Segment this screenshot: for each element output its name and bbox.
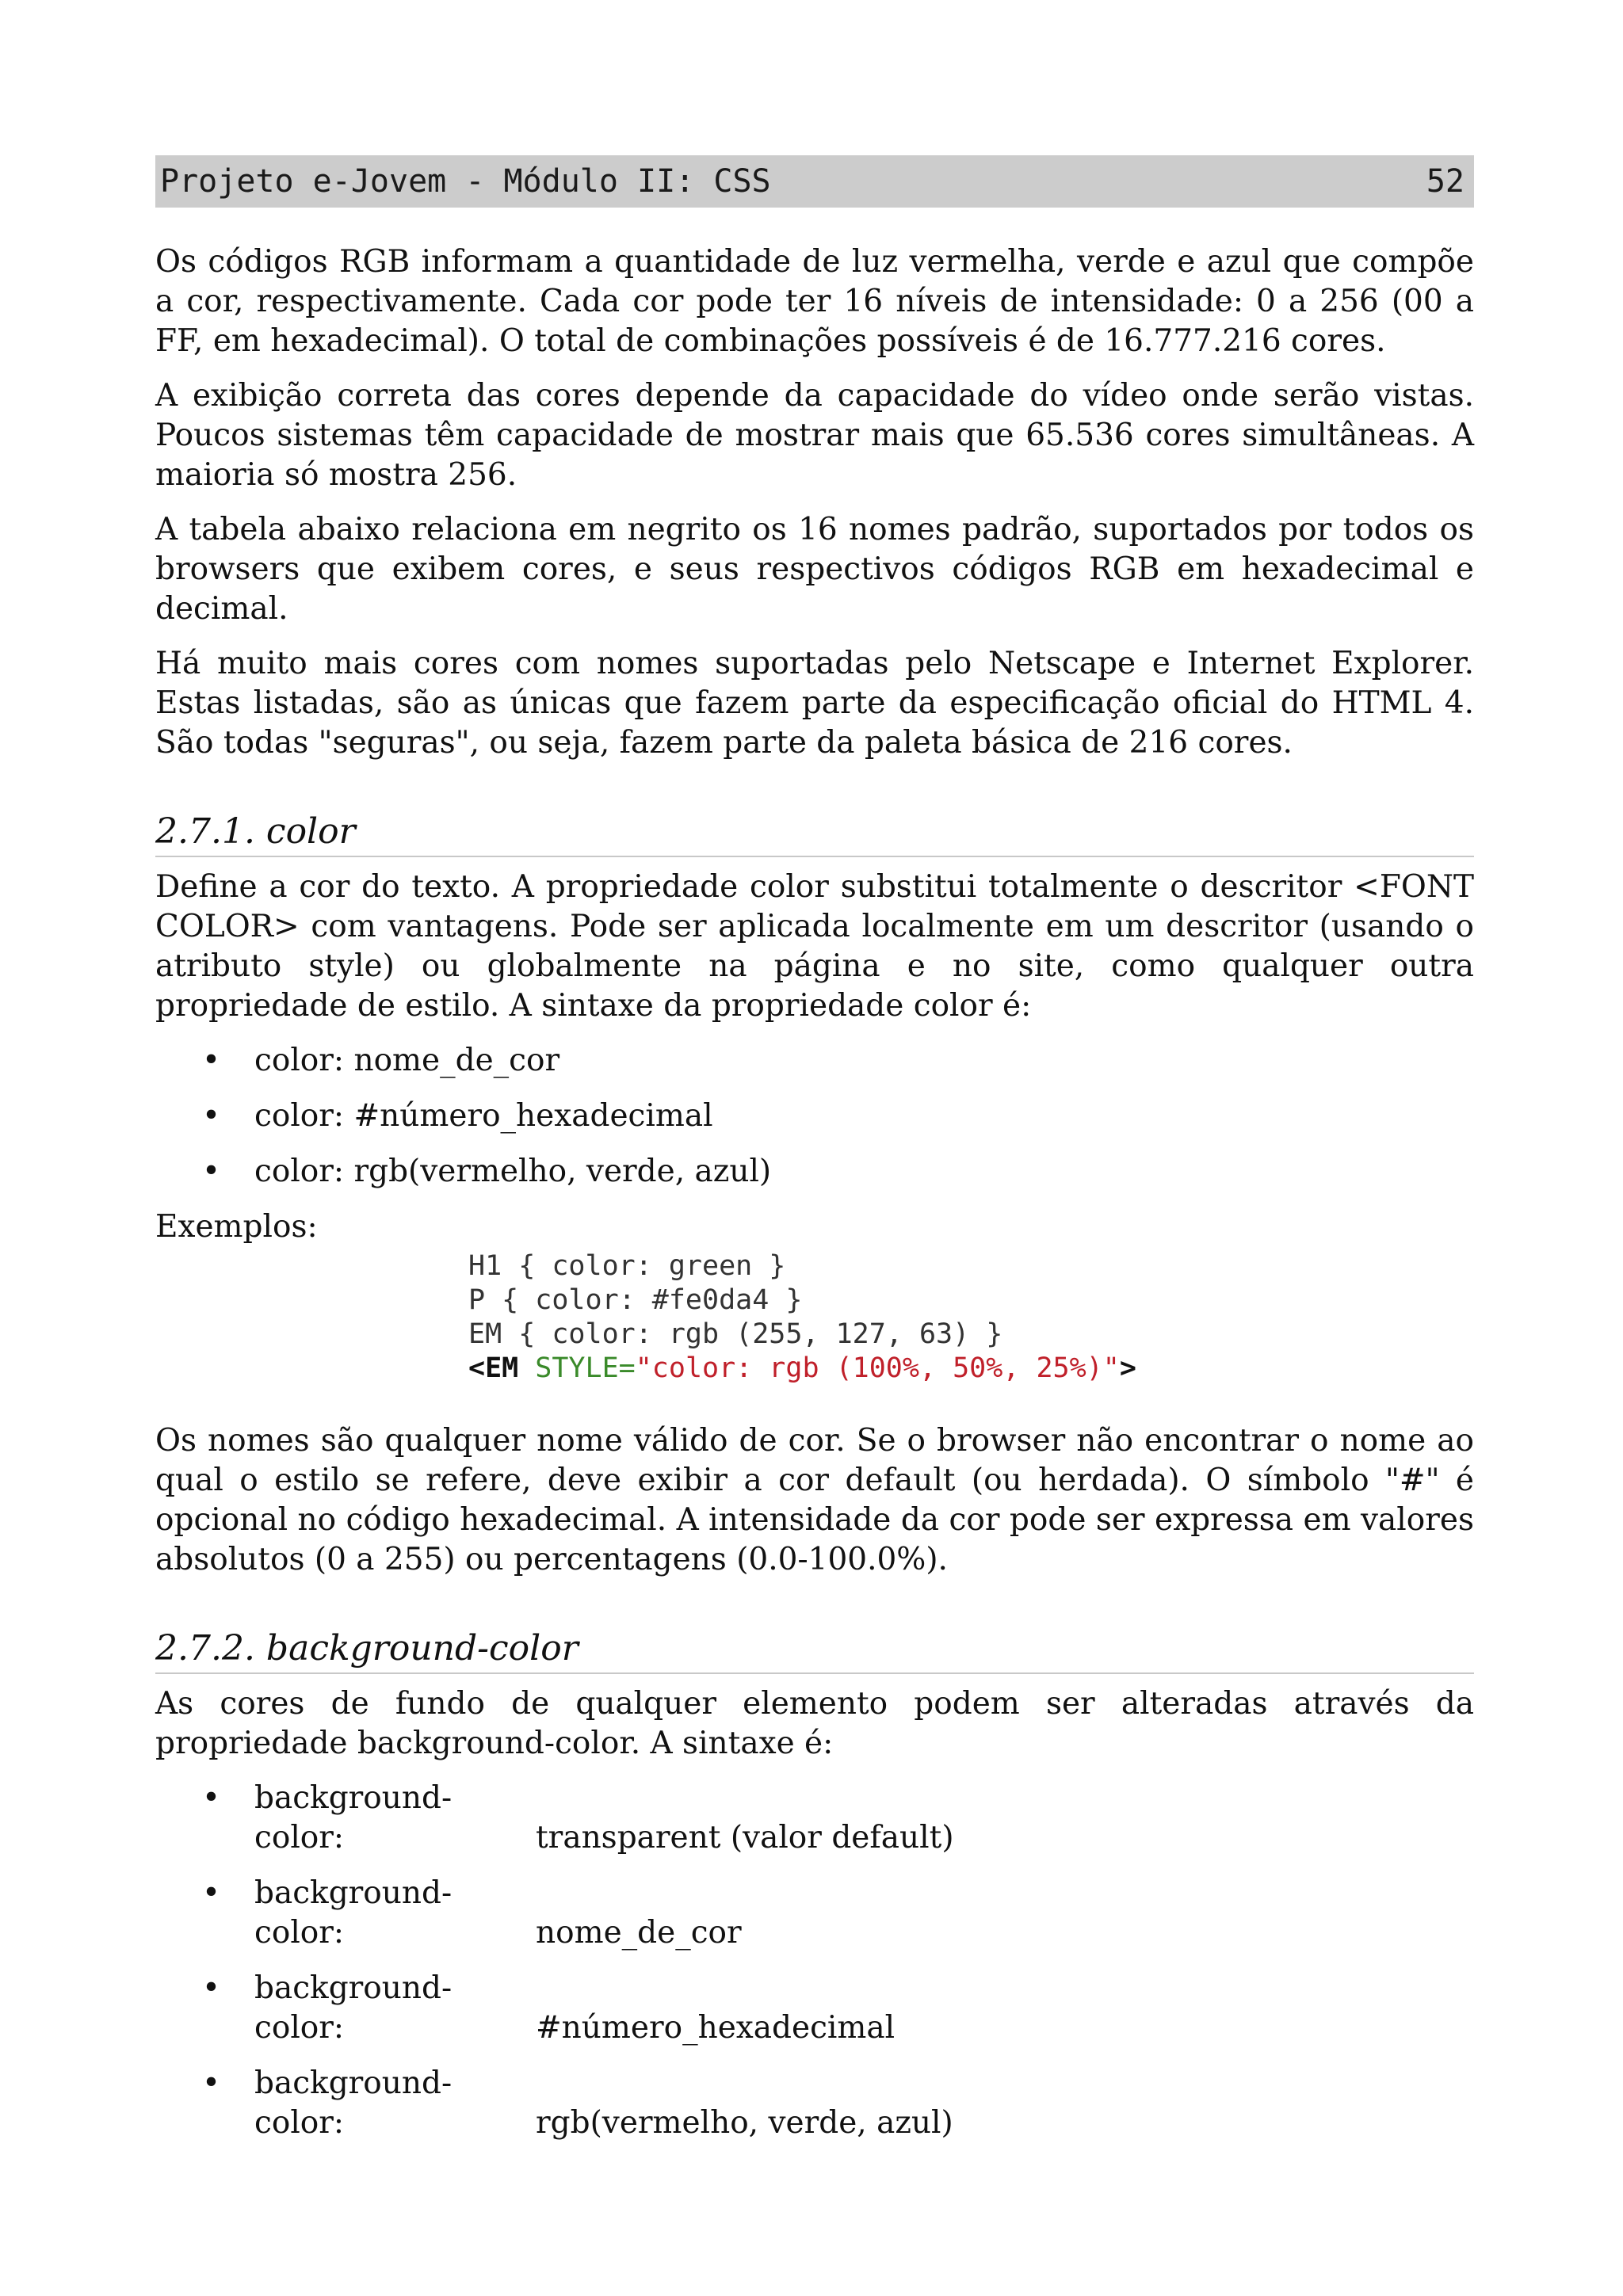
paragraph-table-intro: A tabela abaixo relaciona em negrito os 16 nomes padrão, suportados por todos os browsers que exibem cores, e seus respectivos códigos RGB em hexadecimal e decimal. xyxy=(155,512,1474,627)
syntax-text: color: nome_de_cor xyxy=(254,1043,560,1078)
bullet-icon: • xyxy=(202,1780,221,1816)
syntax-text: color: #número_hexadecimal xyxy=(254,1098,713,1134)
examples-label: Exemplos: xyxy=(155,1209,318,1245)
bullet-icon: • xyxy=(202,2065,221,2101)
property-value: nome_de_cor xyxy=(536,1915,742,1951)
bullet-icon: • xyxy=(202,1875,221,1911)
page-number: 52 xyxy=(1426,163,1465,200)
color-syntax-list xyxy=(155,1041,1474,1192)
property-label: background-color: xyxy=(254,2065,453,2141)
bullet-icon: • xyxy=(202,1098,221,1134)
section-heading-color: 2.7.1. color xyxy=(155,810,1474,857)
paragraph-color-display: A exibição correta das cores depende da capacidade do vídeo onde serão vistas. Poucos sistemas têm capacidade de mostrar mais que 65.536 cores simultâneas. A maioria só mostra 256. xyxy=(155,378,1474,493)
property-value: rgb(vermelho, verde, azul) xyxy=(536,2105,953,2141)
bullet-icon: • xyxy=(202,1970,221,2006)
syntax-text: color: rgb(vermelho, verde, azul) xyxy=(254,1154,772,1189)
page-header xyxy=(155,155,1474,208)
paragraph-rgb-codes: Os códigos RGB informam a quantidade de luz vermelha, verde e azul que compõe a cor, respectivamente. Cada cor pode ter 16 níveis de intensidade: 0 a 256 (00 a FF, em hexadecimal). O total de combinações possíveis é de 16.777.216 cores. xyxy=(155,244,1474,359)
code-line-styled xyxy=(468,1352,1474,1386)
code-line: P { color: #fe0da4 } xyxy=(468,1284,803,1316)
code-line: H1 { color: green } xyxy=(468,1250,786,1282)
paragraph-named-colors: Há muito mais cores com nomes suportadas pelo Netscape e Internet Explorer. Estas listadas, são as únicas que fazem parte da especificação oficial do HTML 4. São todas "seguras", ou seja, fazem parte da paleta básica de 216 cores. xyxy=(155,646,1474,761)
background-syntax-list xyxy=(155,1779,1474,2143)
header-title: Projeto e-Jovem - Módulo II: CSS xyxy=(160,163,771,200)
property-label: background-color: xyxy=(254,1780,453,1855)
code-tag: <EM xyxy=(468,1352,519,1384)
section-heading-background-color: 2.7.2. background-color xyxy=(155,1627,1474,1674)
list-item xyxy=(155,2064,1474,2143)
page-content xyxy=(155,242,1474,2159)
list-item xyxy=(155,1874,1474,1953)
bullet-icon: • xyxy=(202,1043,221,1078)
list-item xyxy=(155,1779,1474,1858)
code-attribute: STYLE= xyxy=(518,1352,636,1384)
paragraph-color-intro: Define a cor do texto. A propriedade color substitui totalmente o descritor <FONT COLOR> com vantagens. Pode ser aplicada localmente em um descritor (usando o atributo style) ou globalmente na página e no site, como qualquer outra propriedade de estilo. A sintaxe da propriedade color é: xyxy=(155,869,1474,1024)
bullet-icon: • xyxy=(202,1154,221,1189)
code-tag-close: > xyxy=(1119,1352,1136,1384)
paragraph-background-intro: As cores de fundo de qualquer elemento podem ser alteradas através da propriedade background-color. A sintaxe é: xyxy=(155,1686,1474,1761)
code-string: "color: rgb (100%, 50%, 25%)" xyxy=(635,1352,1120,1384)
list-item xyxy=(155,1097,1474,1136)
property-label: background-color: xyxy=(254,1970,453,2046)
list-item xyxy=(155,1152,1474,1192)
code-line: EM { color: rgb (255, 127, 63) } xyxy=(468,1318,1003,1350)
list-item xyxy=(155,1041,1474,1081)
property-value: #número_hexadecimal xyxy=(536,2010,896,2046)
paragraph-color-notes: Os nomes são qualquer nome válido de cor. Se o browser não encontrar o nome ao qual o estilo se refere, deve exibir a cor default (ou herdada). O símbolo "#" é opcional no código hexadecimal. A intensidade da cor pode ser expressa em valores absolutos (0 a 255) ou percentagens (0.0-100.0%). xyxy=(155,1423,1474,1577)
list-item xyxy=(155,1969,1474,2048)
property-value: transparent (valor default) xyxy=(536,1820,954,1855)
code-block xyxy=(468,1249,1474,1386)
property-label: background-color: xyxy=(254,1875,453,1951)
